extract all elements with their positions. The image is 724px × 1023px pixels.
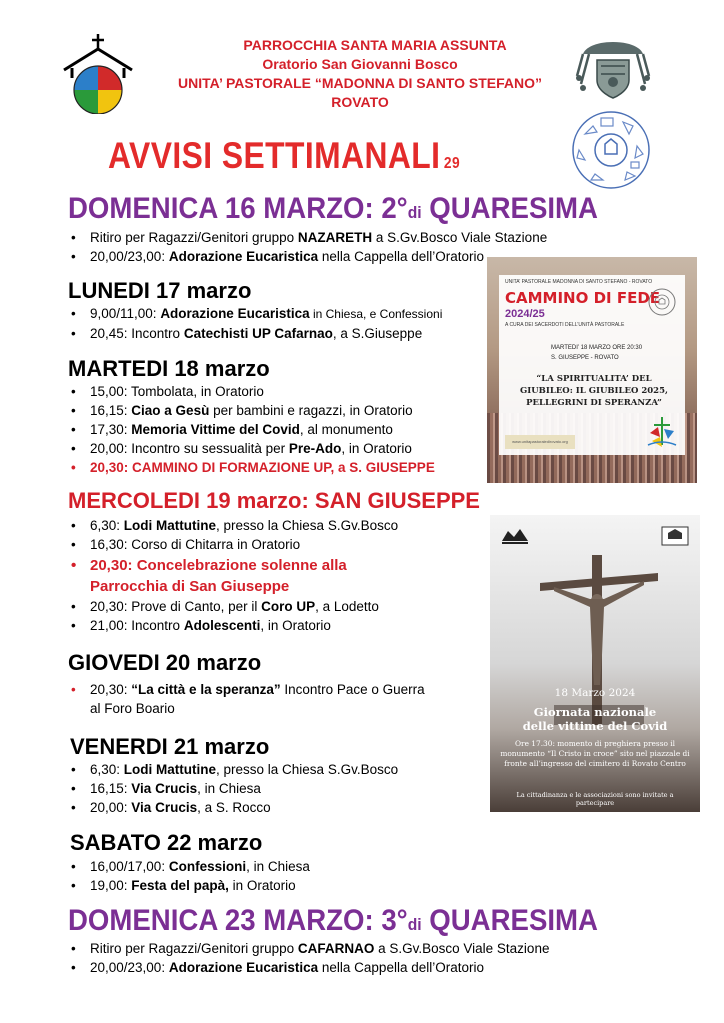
list-item: • 20,00/23,00: Adorazione Eucaristica nella Cappella dell’Oratorio	[68, 958, 549, 977]
day-heading-small: di	[407, 203, 422, 222]
parish-logo	[62, 34, 134, 114]
list-item: • 15,00: Tombolata, in Oratorio	[68, 382, 435, 401]
day-heading-thursday-20: GIOVEDI 20 marzo	[68, 650, 262, 675]
list-item: • 16,30: Corso di Chitarra in Oratorio	[68, 535, 398, 554]
jubilee-logo-icon	[644, 415, 680, 451]
poster-description: Ore 17.30: momento di preghiera presso il monumento “Il Cristo in croce” sito nel piazzale di fronte all’ingresso del cimitero di Rovato Centro	[500, 739, 690, 768]
list-item: • 20,00: Via Crucis, a S. Rocco	[68, 798, 398, 817]
thursday-20-list	[68, 680, 425, 718]
list-item: • Ritiro per Ragazzi/Genitori gruppo NAZARETH a S.Gv.Bosco Viale Stazione	[68, 228, 547, 247]
list-item: • 16,00/17,00: Confessioni, in Chiesa	[68, 857, 310, 876]
day-heading-text: QUARESIMA	[421, 904, 598, 937]
wednesday-19-list	[68, 516, 398, 635]
episcopal-crest	[575, 36, 651, 102]
list-item-highlight: • 20,30: CAMMINO DI FORMAZIONE UP, a S. GIUSEPPE	[68, 458, 435, 477]
list-item: • 6,30: Lodi Mattutine, presso la Chiesa S.Gv.Bosco	[68, 760, 398, 779]
list-item: • 19,00: Festa del papà, in Oratorio	[68, 876, 310, 895]
cammino-di-fede-poster	[487, 257, 697, 483]
day-heading-text: QUARESIMA	[421, 192, 598, 225]
poster-date: MARTEDI’ 18 MARZO ORE 20:30	[551, 345, 643, 351]
list-item: • 6,30: Lodi Mattutine, presso la Chiesa S.Gv.Bosco	[68, 516, 398, 535]
day-heading-saturday-22: SABATO 22 marzo	[70, 830, 263, 855]
day-heading-text: DOMENICA 23 MARZO: 3°	[68, 904, 408, 937]
pastoral-unit-name: UNITA’ PASTORALE “MADONNA DI SANTO STEFANO”	[177, 75, 543, 91]
list-item: • 9,00/11,00: Adorazione Eucaristica in Chiesa, e Confessioni	[68, 304, 442, 324]
poster-subtitle: A CURA DEI SACERDOTI DELL’UNITÀ PASTORALE	[505, 322, 625, 328]
list-item: • 20,00/23,00: Adorazione Eucaristica nella Cappella dell’Oratorio	[68, 247, 547, 266]
list-item: • 17,30: Memoria Vittime del Covid, al monumento	[68, 420, 435, 439]
day-heading-tuesday-18: MARTEDI 18 marzo	[68, 356, 270, 381]
seal-icon	[647, 287, 677, 317]
day-heading-small: di	[407, 915, 422, 934]
parish-header	[150, 36, 570, 112]
saturday-22-list	[68, 857, 310, 895]
list-item-highlight: • 20,30: Concelebrazione solenne alla Parrocchia di San Giuseppe	[68, 555, 398, 597]
pastoral-unit-logo	[571, 110, 651, 190]
poster-title: CAMMINO DI FEDE	[505, 289, 661, 307]
town-name: ROVATO	[331, 94, 389, 110]
sunday-23-list	[68, 939, 549, 977]
tuesday-18-list	[68, 382, 435, 477]
poster-date: 18 Marzo 2024	[554, 687, 636, 699]
day-heading-sunday-23	[68, 904, 598, 938]
covid-memorial-poster	[490, 515, 700, 812]
issue-number: 29	[443, 155, 461, 172]
poster-year: 2024/25	[505, 308, 545, 320]
page-title	[108, 135, 460, 177]
day-heading-sunday-16	[68, 192, 598, 226]
list-item: • 16,15: Ciao a Gesù per bambini e ragazzi, in Oratorio	[68, 401, 435, 420]
oratory-name: Oratorio San Giovanni Bosco	[262, 56, 458, 72]
day-heading-text: DOMENICA 16 MARZO: 2°	[68, 192, 408, 225]
crucifix-icon	[534, 555, 664, 725]
list-item: • 20,45: Incontro Catechisti UP Cafarnao, a S.Giuseppe	[68, 324, 442, 343]
list-item: • 20,00: Incontro su sessualità per Pre-Ado, in Oratorio	[68, 439, 435, 458]
poster-place: S. GIUSEPPE - ROVATO	[551, 355, 619, 361]
day-heading-wednesday-19: MERCOLEDI 19 marzo: SAN GIUSEPPE	[68, 488, 480, 513]
poster-website: www.unitapastoraledirovato.org	[505, 435, 575, 449]
day-heading-monday-17: LUNEDI 17 marzo	[68, 278, 252, 303]
poster-footer: La cittadinanza e le associazioni sono invitate a partecipare	[516, 791, 674, 807]
list-item: • Ritiro per Ragazzi/Genitori gruppo CAFARNAO a S.Gv.Bosco Viale Stazione	[68, 939, 549, 958]
poster-title: Giornata nazionale delle vittime del Covid	[522, 705, 668, 733]
list-item: • 20,30: “La città e la speranza” Incontro Pace o Guerra al Foro Boario	[68, 680, 425, 718]
list-item: • 20,30: Prove di Canto, per il Coro UP, a Lodetto	[68, 597, 398, 616]
sunday-16-list	[68, 228, 547, 266]
pastoral-unit-small-logo-icon	[660, 525, 690, 547]
municipality-logo-icon	[498, 525, 532, 547]
monday-17-list	[68, 304, 442, 343]
parish-name: PARROCCHIA SANTA MARIA ASSUNTA	[243, 37, 507, 53]
page-title-text: AVVISI SETTIMANALI	[108, 135, 441, 176]
list-item: • 21,00: Incontro Adolescenti, in Oratorio	[68, 616, 398, 635]
poster-panel	[499, 275, 685, 455]
poster-quote: “LA SPIRITUALITA’ DEL GIUBILEO: IL GIUBILEO 2025, PELLEGRINI DI SPERANZA”	[520, 374, 668, 408]
poster-top-line: UNITA’ PASTORALE MADONNA DI SANTO STEFANO - ROVATO	[505, 279, 653, 285]
list-item: • 16,15: Via Crucis, in Chiesa	[68, 779, 398, 798]
friday-21-list	[68, 760, 398, 817]
day-heading-friday-21: VENERDI 21 marzo	[70, 734, 270, 759]
